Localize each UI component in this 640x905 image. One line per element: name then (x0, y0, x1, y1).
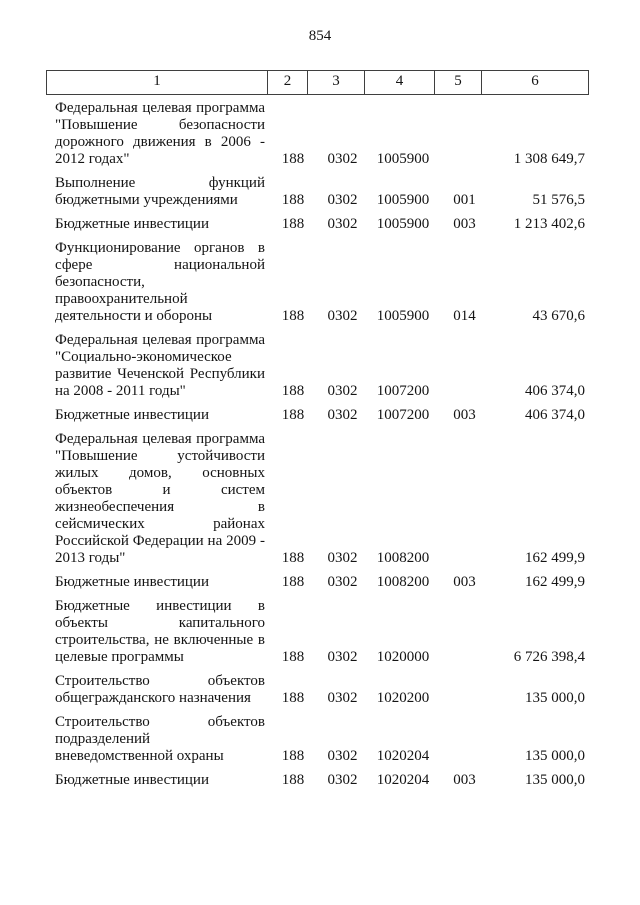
row-col-amount: 406 374,0 (525, 383, 585, 399)
table-row (48, 100, 588, 168)
table-row (48, 175, 588, 209)
row-col-target-item: 1005900 (376, 216, 430, 232)
row-name-line: деятельности и обороны (55, 308, 213, 324)
row-col-amount: 162 499,9 (525, 574, 585, 590)
row-col-section: 0302 (327, 407, 358, 423)
row-col-target-item: 1020204 (376, 772, 430, 788)
row-name-line: развитие Чеченской Республики (55, 366, 265, 382)
row-col-expense-type: 003 (453, 772, 476, 788)
table-row (48, 332, 588, 400)
row-name-line: общегражданского назначения (55, 690, 251, 706)
row-col-amount: 1 213 402,6 (513, 216, 585, 232)
table-row (48, 598, 588, 666)
row-name-line: 2013 годы" (55, 550, 126, 566)
row-name-line: Строительство объектов (55, 714, 265, 730)
table-header-cell-2: 2 (267, 71, 307, 94)
row-name-line: сфере национальной (55, 257, 265, 273)
row-name (48, 216, 268, 233)
row-col-expense-type: 003 (453, 216, 476, 232)
row-name-line: безопасности, (55, 274, 145, 290)
row-name-line: "Повышение безопасности (55, 117, 265, 133)
row-col-amount: 135 000,0 (525, 690, 585, 706)
row-name-line: "Повышение устойчивости (55, 448, 265, 464)
table-row (48, 431, 588, 567)
row-col-amount: 6 726 398,4 (513, 649, 585, 665)
table-body (48, 100, 588, 796)
row-name-line: правоохранительной (55, 291, 188, 307)
row-col-target-item: 1020000 (376, 649, 430, 665)
row-col-chapter: 188 (281, 748, 305, 764)
row-col-chapter: 188 (281, 151, 305, 167)
table-header-cell-6: 6 (481, 71, 588, 94)
row-name (48, 574, 268, 591)
row-col-section: 0302 (327, 216, 358, 232)
row-name-line: Функционирование органов в (55, 240, 265, 256)
table-header-cell-3: 3 (307, 71, 364, 94)
table-row (48, 574, 588, 591)
row-name-line: Бюджетные инвестиции (55, 407, 209, 423)
row-name-line: Бюджетные инвестиции (55, 772, 209, 788)
row-name (48, 407, 268, 424)
row-name-line: Российской Федерации на 2009 - (55, 533, 265, 549)
row-name-line: жилых домов, основных (55, 465, 265, 481)
row-col-expense-type: 003 (453, 574, 476, 590)
row-name-line: на 2008 - 2011 годы" (55, 383, 186, 399)
row-col-section: 0302 (327, 383, 358, 399)
row-col-chapter: 188 (281, 649, 305, 665)
row-name (48, 175, 268, 209)
row-name-line: целевые программы (55, 649, 184, 665)
row-name-line: объектов и систем (55, 482, 265, 498)
row-col-amount: 1 308 649,7 (513, 151, 585, 167)
row-col-section: 0302 (327, 772, 358, 788)
table-row (48, 714, 588, 765)
row-col-target-item: 1020204 (376, 748, 430, 764)
row-name (48, 100, 268, 168)
row-name-line: объекты капитального (55, 615, 265, 631)
row-col-target-item: 1020200 (376, 690, 430, 706)
table-row (48, 673, 588, 707)
row-name-line: бюджетными учреждениями (55, 192, 238, 208)
table-row (48, 407, 588, 424)
row-col-chapter: 188 (281, 192, 305, 208)
row-col-target-item: 1008200 (376, 574, 430, 590)
row-col-section: 0302 (327, 550, 358, 566)
row-name-line: Федеральная целевая программа (55, 100, 265, 116)
row-name-line: подразделений (55, 731, 151, 747)
table-header-cell-5: 5 (434, 71, 481, 94)
row-col-target-item: 1005900 (376, 151, 430, 167)
row-col-chapter: 188 (281, 216, 305, 232)
row-name-line: 2012 годах" (55, 151, 130, 167)
row-name (48, 772, 268, 789)
row-col-target-item: 1008200 (376, 550, 430, 566)
row-name-line: Строительство объектов (55, 673, 265, 689)
row-name (48, 431, 268, 567)
row-col-target-item: 1007200 (376, 407, 430, 423)
row-col-amount: 51 576,5 (532, 192, 585, 208)
table-row (48, 216, 588, 233)
row-name-line: "Социально-экономическое (55, 349, 232, 365)
row-col-chapter: 188 (281, 407, 305, 423)
row-col-expense-type: 001 (453, 192, 476, 208)
row-col-expense-type: 003 (453, 407, 476, 423)
row-name (48, 598, 268, 666)
row-name-line: Выполнение функций (55, 175, 265, 191)
row-name (48, 332, 268, 400)
table-row (48, 772, 588, 789)
row-col-expense-type: 014 (453, 308, 476, 324)
row-col-section: 0302 (327, 151, 358, 167)
row-name-line: дорожного движения в 2006 - (55, 134, 265, 150)
row-name-line: Бюджетные инвестиции (55, 574, 209, 590)
table-row (48, 240, 588, 325)
row-name-line: Федеральная целевая программа (55, 332, 265, 348)
row-col-chapter: 188 (281, 690, 305, 706)
row-name-line: строительства, не включенные в (55, 632, 265, 648)
table-header-row (46, 70, 589, 95)
row-col-chapter: 188 (281, 383, 305, 399)
row-col-section: 0302 (327, 649, 358, 665)
row-col-chapter: 188 (281, 574, 305, 590)
page-number: 854 (308, 28, 332, 44)
row-col-section: 0302 (327, 574, 358, 590)
row-col-chapter: 188 (281, 772, 305, 788)
table-header-cell-1: 1 (153, 73, 161, 89)
row-col-section: 0302 (327, 308, 358, 324)
row-name-line: сейсмических районах (55, 516, 265, 532)
row-col-target-item: 1005900 (376, 308, 430, 324)
row-name-line: Бюджетные инвестиции (55, 216, 209, 232)
row-name-line: Бюджетные инвестиции в (55, 598, 265, 614)
row-name (48, 714, 268, 765)
row-name (48, 240, 268, 325)
row-col-section: 0302 (327, 192, 358, 208)
row-col-amount: 135 000,0 (525, 748, 585, 764)
row-col-target-item: 1005900 (376, 192, 430, 208)
table-header-cell-4: 4 (364, 71, 434, 94)
row-col-chapter: 188 (281, 550, 305, 566)
row-col-amount: 43 670,6 (532, 308, 585, 324)
row-col-amount: 135 000,0 (525, 772, 585, 788)
row-col-amount: 406 374,0 (525, 407, 585, 423)
row-col-target-item: 1007200 (376, 383, 430, 399)
row-name-line: жизнеобеспечения в (55, 499, 265, 515)
row-name (48, 673, 268, 707)
row-col-amount: 162 499,9 (525, 550, 585, 566)
row-col-section: 0302 (327, 748, 358, 764)
row-col-chapter: 188 (281, 308, 305, 324)
row-col-section: 0302 (327, 690, 358, 706)
row-name-line: Федеральная целевая программа (55, 431, 265, 447)
row-name-line: вневедомственной охраны (55, 748, 224, 764)
